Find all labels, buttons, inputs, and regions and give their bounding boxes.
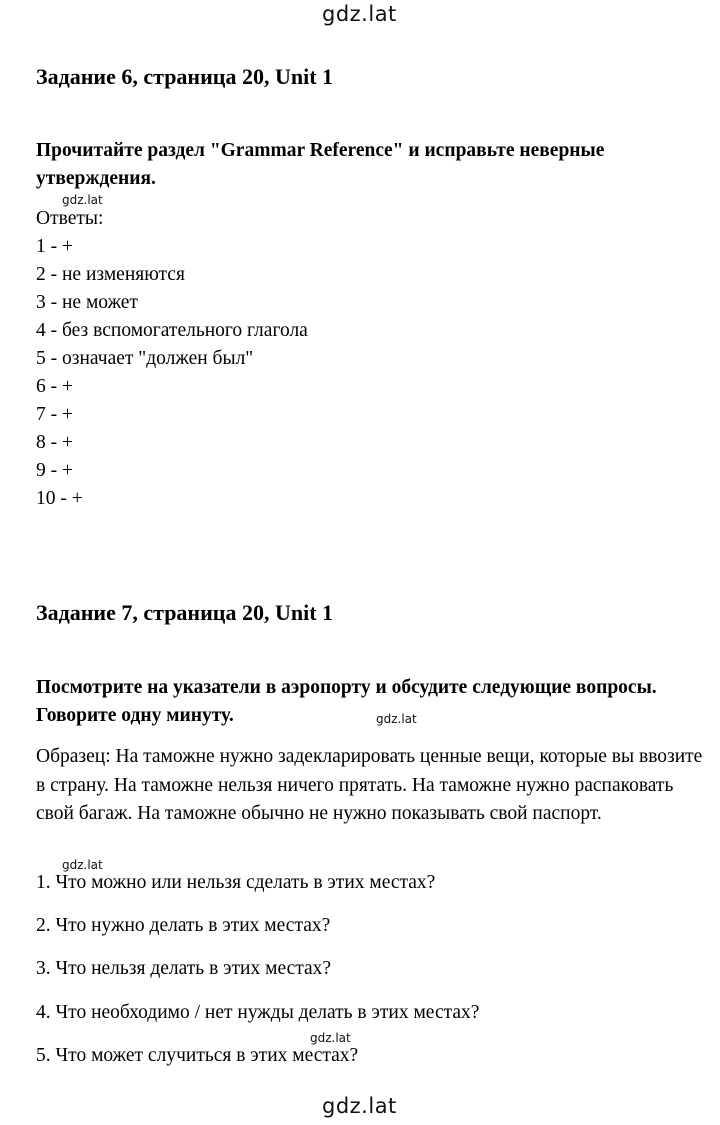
- task7-example: Образец: На таможне нужно задекларировать ценные вещи, которые вы ввозите в страну. На таможне нельзя ничего прятать. На таможне нужно распаковать свой багаж. На таможне обычно не нужно показывать свой паспорт.: [36, 746, 703, 824]
- watermark-bottom: gdz.lat: [322, 1094, 397, 1118]
- watermark-small-1: gdz.lat: [62, 193, 103, 207]
- task6-answer-4: 4 - без вспомогательного глагола: [36, 320, 308, 341]
- task6-title: Задание 6, страница 20, Unit 1: [36, 64, 334, 89]
- task6-answers-label: Ответы:: [36, 208, 104, 229]
- task6-answer-3: 3 - не может: [36, 292, 138, 313]
- watermark-small-4: gdz.lat: [310, 1031, 351, 1045]
- task7-question-4: 4. Что необходимо / нет нужды делать в этих местах?: [36, 1002, 480, 1023]
- task7-instruction: Посмотрите на указатели в аэропорту и обсудите следующие вопросы. Говорите одну минуту.: [36, 677, 657, 726]
- task6-instruction: Прочитайте раздел "Grammar Reference" и исправьте неверные утверждения.: [36, 140, 605, 189]
- task6-answer-8: 8 - +: [36, 432, 73, 453]
- watermark-small-3: gdz.lat: [62, 858, 103, 872]
- task6-answer-6: 6 - +: [36, 376, 73, 397]
- task7-question-2: 2. Что нужно делать в этих местах?: [36, 915, 331, 936]
- task6-answer-10: 10 - +: [36, 488, 83, 509]
- task7-question-1: 1. Что можно или нельзя сделать в этих местах?: [36, 872, 436, 893]
- task6-answer-5: 5 - означает "должен был": [36, 348, 254, 369]
- task6-answer-2: 2 - не изменяются: [36, 264, 185, 285]
- task6-answer-1: 1 - +: [36, 236, 73, 257]
- watermark-small-2: gdz.lat: [376, 712, 417, 726]
- task6-answer-9: 9 - +: [36, 460, 73, 481]
- task7-question-5: 5. Что может случиться в этих местах?: [36, 1045, 359, 1066]
- task6-answer-7: 7 - +: [36, 404, 73, 425]
- watermark-top: gdz.lat: [322, 2, 397, 26]
- task7-title: Задание 7, страница 20, Unit 1: [36, 600, 334, 625]
- task7-question-3: 3. Что нельзя делать в этих местах?: [36, 958, 332, 979]
